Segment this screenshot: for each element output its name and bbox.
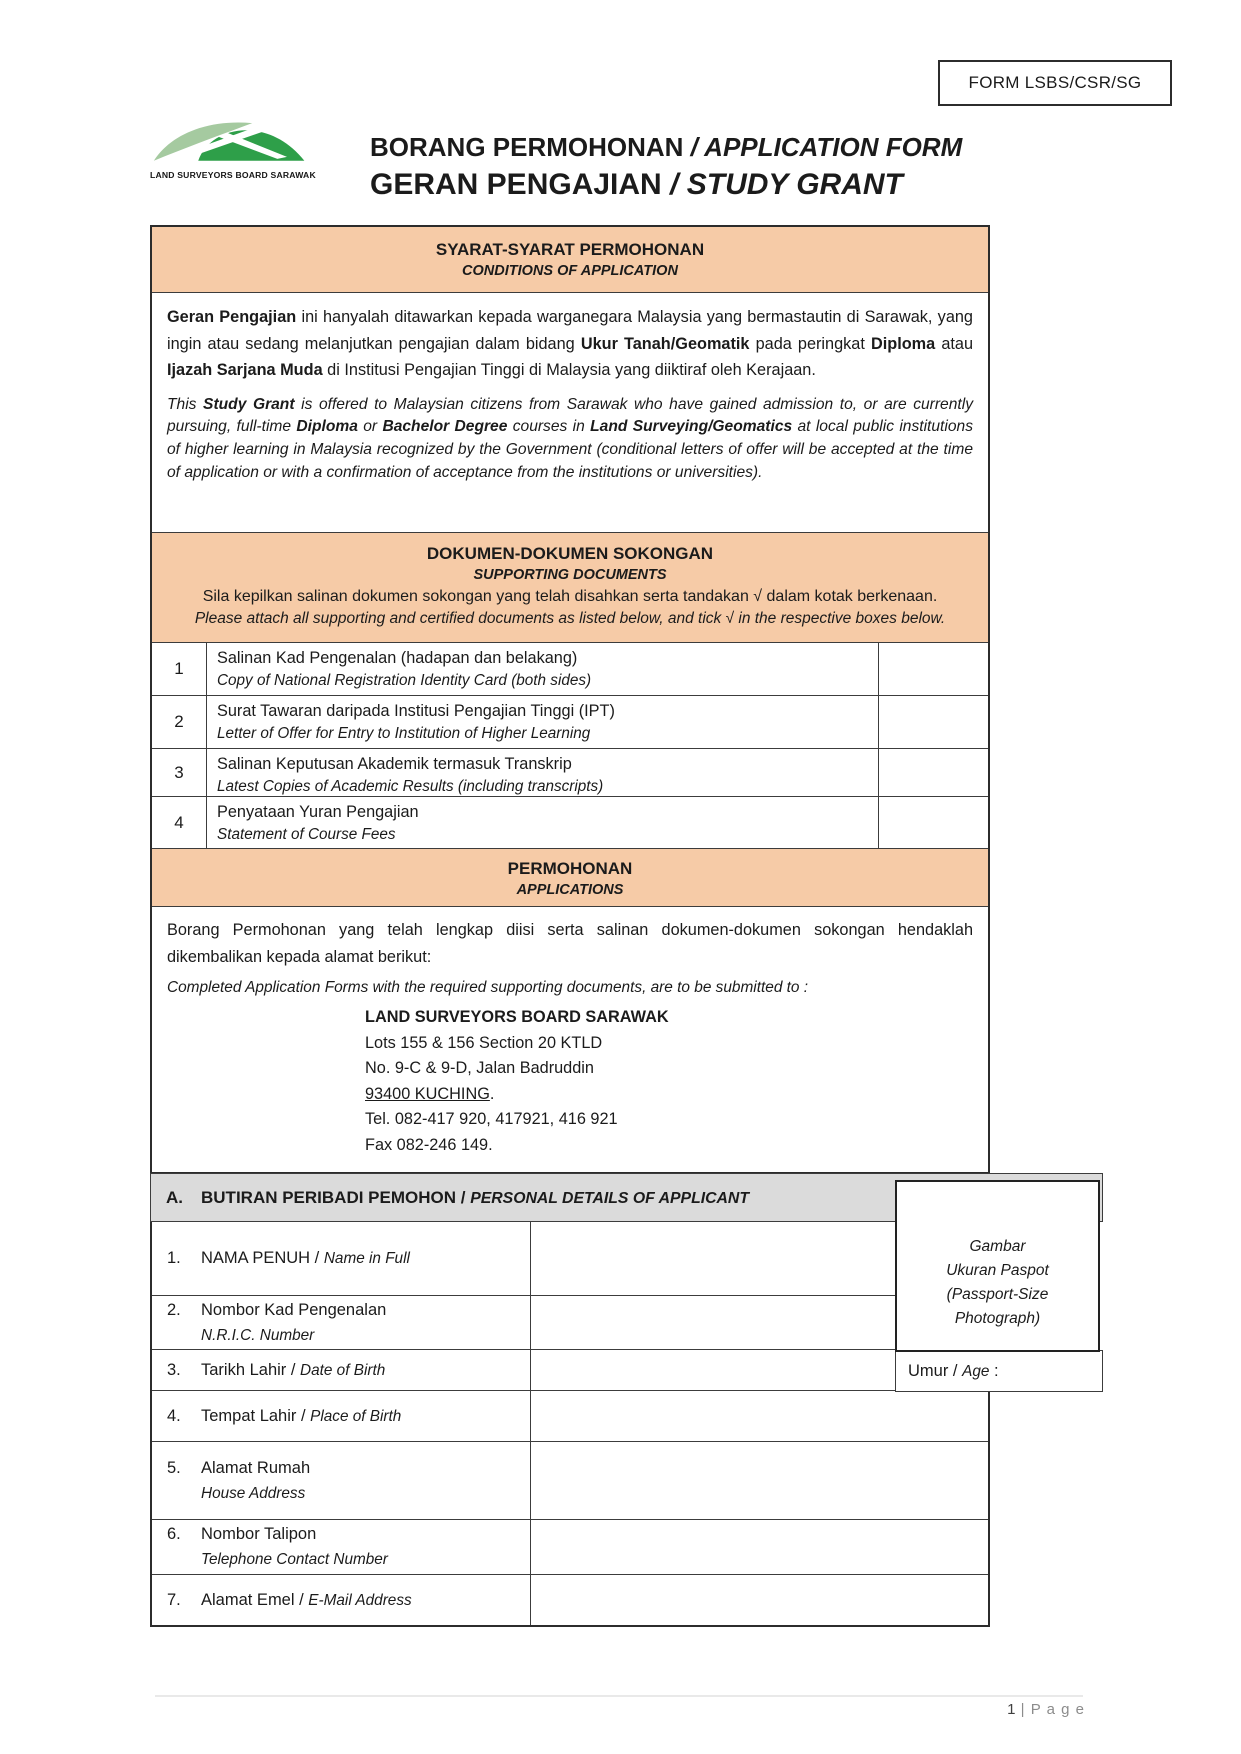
row-number: 5. (167, 1458, 181, 1477)
address-line-2: No. 9-C & 9-D, Jalan Badruddin (365, 1059, 594, 1077)
logo (150, 114, 316, 180)
conditions-body (152, 293, 988, 533)
document-row (152, 696, 988, 749)
lsbs-logo-icon (150, 114, 314, 168)
title-line-2: GERAN PENGAJIAN / STUDY GRANT (370, 168, 903, 201)
address-city: 93400 KUCHING. (365, 1084, 495, 1103)
field-label-nric: Nombor Kad Pengenalan N.R.I.C. Number (201, 1300, 387, 1344)
logo-caption: LAND SURVEYORS BOARD SARAWAK (150, 170, 316, 180)
tick-cell-1[interactable] (878, 643, 988, 695)
conditions-paragraph-ms: Geran Pengajian ini hanyalah ditawarkan kepada warganegara Malaysia yang bermastautin di Sarawak, yang ingin atau sedang melanjutkan pengajian dalam bidang Ukur Tanah/Geomatik pada peringkat Diploma atau Ijazah Sarjana Muda di Institusi Pengajian Tinggi di Malaysia yang diiktiraf oleh Kerajaan. (167, 308, 974, 379)
photo-box-line: Photograph) (954, 1310, 1041, 1327)
section-a-title: BUTIRAN PERIBADI PEMOHON / PERSONAL DETAILS OF APPLICANT (201, 1187, 749, 1207)
document-name-ms: Salinan Keputusan Akademik termasuk Transkrip (217, 755, 572, 773)
document-name-ms: Salinan Kad Pengenalan (hadapan dan belakang) (217, 649, 578, 667)
applications-text-ms: Borang Permohonan yang telah lengkap diisi serta salinan dokumen-dokumen sokongan hendaklah dikembalikan kepada alamat berikut: (167, 921, 973, 966)
personal-details-table (150, 1222, 990, 1627)
document-name-en: Letter of Offer for Entry to Institution of Higher Learning (217, 725, 591, 742)
place-of-birth-field[interactable] (530, 1391, 988, 1441)
address-telephone: Tel. 082-417 920, 417921, 416 921 (365, 1110, 618, 1128)
main-table (150, 225, 990, 1174)
conditions-paragraph-en: This Study Grant is offered to Malaysian citizens from Sarawak who have gained admission to, or are currently pursuing, full-time Diploma or Bachelor Degree courses in Land Surveying/Geomatics at local public institutions of higher learning in Malaysia recognized by the Government (conditional letters of offer will be accepted at the time of application or with a confirmation of acceptance from the institutions or universities). (167, 395, 973, 481)
row-number: 7. (167, 1590, 181, 1609)
age-label: Umur / Age : (908, 1361, 999, 1380)
document-name-en: Latest Copies of Academic Results (including transcripts) (217, 778, 604, 795)
document-row (152, 797, 988, 849)
field-label-telephone: Nombor Talipon Telephone Contact Number (201, 1525, 388, 1568)
conditions-header-ms: SYARAT-SYARAT PERMOHONAN (435, 240, 705, 259)
tick-cell-3[interactable] (878, 749, 988, 796)
table-row (152, 1296, 988, 1350)
applications-header-en: APPLICATIONS (516, 882, 624, 898)
photo-box-line: (Passport-Size (946, 1286, 1049, 1303)
applications-body (152, 907, 988, 1172)
photo-box-line: Gambar (969, 1238, 1026, 1255)
form-code: FORM LSBS/CSR/SG (968, 73, 1142, 92)
address-org-name: LAND SURVEYORS BOARD SARAWAK (365, 1008, 669, 1026)
table-row (152, 1575, 988, 1625)
telephone-number-field[interactable] (530, 1520, 988, 1574)
documents-instruction-ms: Sila kepilkan salinan dokumen sokongan yang telah disahkan serta tandakan √ dalam kotak berkenaan. (202, 588, 938, 605)
document-name-ms: Surat Tawaran daripada Institusi Pengajian Tinggi (IPT) (217, 702, 615, 720)
house-address-field[interactable] (530, 1442, 988, 1519)
page-number-value: 1 (1007, 1701, 1016, 1718)
field-label-dob: Tarikh Lahir / Date of Birth (201, 1360, 386, 1379)
applications-text-en: Completed Application Forms with the required supporting documents, are to be submitted to : (167, 979, 809, 996)
field-label-name: NAMA PENUH / Name in Full (201, 1249, 410, 1267)
passport-photo-box (895, 1180, 1100, 1352)
table-row (152, 1520, 988, 1575)
documents-header-en: SUPPORTING DOCUMENTS (473, 567, 667, 583)
tick-cell-2[interactable] (878, 696, 988, 748)
document-row-number: 1 (152, 643, 207, 695)
document-title (370, 130, 962, 206)
address-line-1: Lots 155 & 156 Section 20 KTLD (365, 1033, 603, 1052)
document-row (152, 749, 988, 797)
field-label-house-address: Alamat Rumah House Address (201, 1458, 311, 1502)
row-number: 3. (167, 1360, 181, 1379)
table-row (152, 1391, 988, 1442)
form-code-box (938, 60, 1172, 106)
table-row (152, 1442, 988, 1520)
photo-box-line: Ukuran Paspot (946, 1262, 1049, 1279)
row-number: 1. (167, 1249, 181, 1267)
applications-section-header (152, 849, 988, 907)
document-name-en: Statement of Course Fees (217, 826, 396, 843)
field-label-email: Alamat Emel / E-Mail Address (201, 1590, 412, 1609)
age-field[interactable] (895, 1350, 1103, 1392)
title-line-1: BORANG PERMOHONAN / APPLICATION FORM (370, 132, 963, 162)
section-a-number: A. (166, 1187, 183, 1207)
conditions-header-en: CONDITIONS OF APPLICATION (462, 263, 678, 279)
documents-instruction-en: Please attach all supporting and certified documents as listed below, and tick √ in the respective boxes below. (194, 610, 946, 627)
tick-cell-4[interactable] (878, 797, 988, 848)
table-row (152, 1222, 988, 1296)
footer-divider (155, 1695, 1083, 1697)
address-fax: Fax 082-246 149. (365, 1135, 493, 1154)
document-row-number: 4 (152, 797, 207, 848)
applications-header-ms: PERMOHONAN (507, 859, 633, 878)
document-row (152, 643, 988, 696)
field-label-pob: Tempat Lahir / Place of Birth (201, 1406, 402, 1425)
table-row (152, 1350, 988, 1391)
document-row-number: 2 (152, 696, 207, 748)
page-number (785, 1701, 1085, 1718)
conditions-section-header (152, 227, 988, 293)
row-number: 6. (167, 1525, 181, 1543)
row-number: 2. (167, 1300, 181, 1319)
email-address-field[interactable] (530, 1575, 988, 1625)
submission-address (365, 1005, 973, 1158)
document-row-number: 3 (152, 749, 207, 796)
documents-section-header (152, 533, 988, 643)
row-number: 4. (167, 1406, 181, 1425)
documents-header-ms: DOKUMEN-DOKUMEN SOKONGAN (426, 544, 714, 563)
document-name-en: Copy of National Registration Identity Card (both sides) (217, 672, 592, 689)
page-number-label: | P a g e (1015, 1701, 1085, 1718)
document-name-ms: Penyataan Yuran Pengajian (217, 803, 419, 821)
